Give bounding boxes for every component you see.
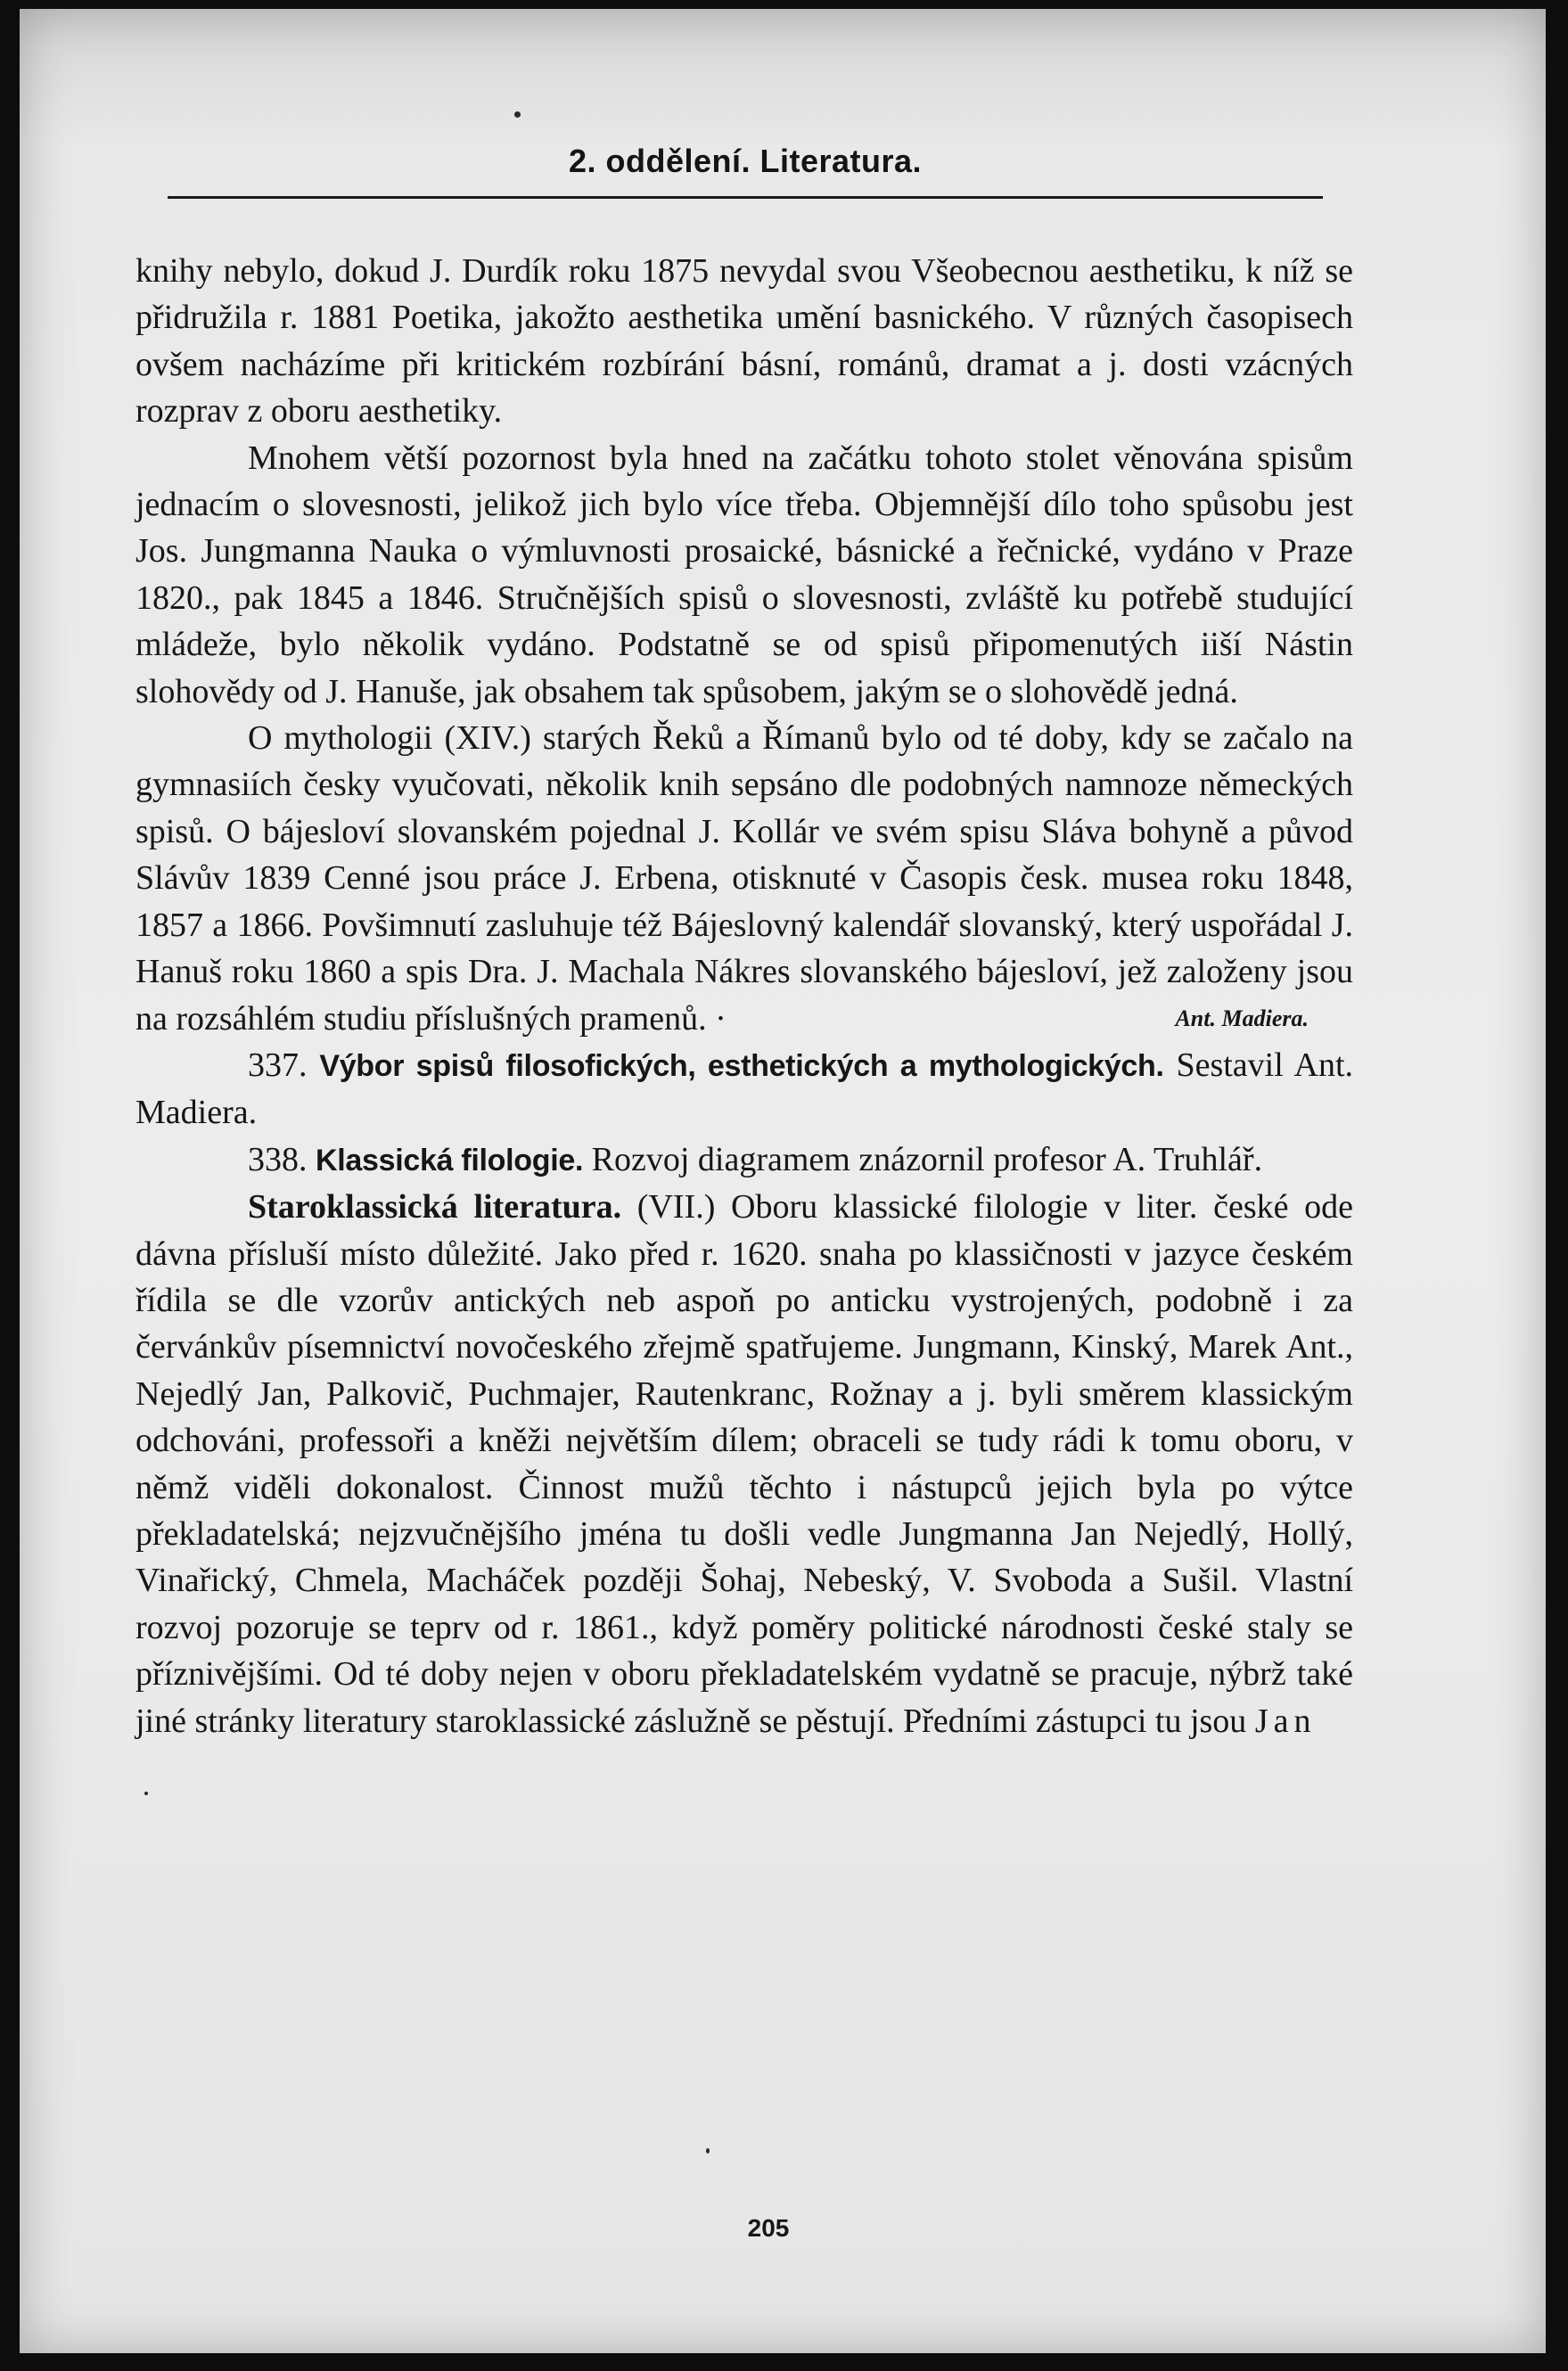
item-number-338: 338. — [248, 1140, 308, 1178]
scan-speck — [514, 111, 521, 118]
paragraph-3 — [135, 715, 1353, 1042]
scan-speck — [144, 1792, 148, 1795]
paragraph-2: Mnohem větší pozornost byla hned na začátku tohoto stolet věnována spisům jednacím o slovesnosti, jelikož jich bylo více třeba. Objemnější dílo toho spůsobu jest Jos. Jungmanna Nauka o výmluvnosti prosaické, básnické a řečnické, vydáno v Praze 1820., pak 1845 a 1846. Stručnějších spisů o slovesnosti, zvláště ku potřebě studující mládeže, bylo několik vydáno. Podstatně se od spisů připomenutých iiší Nástin slohovědy od J. Hanuše, jak obsahem tak spůsobem, jakým se o slohovědě jedná. — [135, 439, 1353, 710]
paragraph-6 — [135, 1184, 1353, 1744]
item-number-337: 337. — [248, 1046, 308, 1084]
paragraph-6-text: (VII.) Oboru klassické filologie v liter. české ode dávna přísluší místo důležité. Jako před r. 1620. snaha po klassičnosti v jazyce českém řídila se dle vzorův antických neb aspoň po anticku vystrojených, podobně i za červánkův písemnictví novočeského zřejmě spatřujeme. Jungmann, Kinský, Marek Ant., Nejedlý Jan, Palkovič, Puchmajer, Rautenkranc, Rožnay a j. byli směrem klassickým odchováni, professoři a kněži největším dílem; obraceli se tudy rádi k tomu oboru, v němž viděli dokonalost. Činnost mužů těchto i nástupců jejich byla po výtce překladatelská; nejzvučnějšího jména tu došli vedle Jungmanna Jan Nejedlý, Hollý, Vinařický, Chmela, Macháček později Šohaj, Nebeský, V. Svoboda a Sušil. Vlastní rozvoj pozoruje se teprv od r. 1861., když poměry politické národnosti české staly se příznivějšími. Od té doby nejen v oboru překladatelském vydatně se pracuje, nýbrž také jiné stránky literatury staroklassické záslužně se pěstují. Předními zástupci tu jsou — [135, 1188, 1354, 1740]
item-text-338: Rozvoj diagramem znázornil profesor A. Truhlář. — [591, 1140, 1263, 1178]
scan-speck — [706, 2148, 710, 2154]
paragraph-1: knihy nebylo, dokud J. Durdík roku 1875 nevydal svou Všeobecnou aesthetiku, k níž se přidružila r. 1881 Poetika, jakožto aesthetika umění basnického. V různých časopisech ovšem nacházíme při kritickém rozbírání básní, románů, dramat a j. dosti vzácných rozprav z oboru aesthetiky. — [135, 252, 1353, 431]
paragraph-3-text: O mythologii (XIV.) starých Řeků a Římanů bylo od té doby, kdy se začalo na gymnasiích česky vyučovati, několik knih sepsáno dle podobných namnoze německých spisů. O bájesloví slovanském pojednal J. Kollár ve svém spisu Sláva bohyně a původ Slávův 1839 Cenné jsou práce J. Erbena, otisknuté v Časopis česk. musea roku 1848, 1857 a 1866. Povšimnutí zasluhuje též Bájeslovný kalendář slovanský, který uspořádal J. Hanuš roku 1860 a spis Dra. J. Machala Nákres slovanského bájesloví, jež založeny jsou na rozsáhlém studiu příslušných pramenů. · — [135, 719, 1353, 1038]
scanned-page — [20, 9, 1546, 2353]
body-text — [135, 248, 1353, 1744]
paragraph-5 — [135, 1136, 1353, 1184]
paragraph-4 — [135, 1042, 1353, 1136]
header-rule — [168, 196, 1323, 199]
author-signature: Ant. Madiera. — [1175, 1005, 1309, 1031]
item-text-337: Sestavil Ant. Madiera. — [135, 1046, 1353, 1132]
item-title-337: Výbor spisů filosofických, esthetických a mythologických. — [319, 1048, 1164, 1083]
item-title-338: Klassická filologie. — [316, 1143, 584, 1177]
section-heading: Staroklassická literatura. — [248, 1188, 622, 1227]
running-header: 2. oddělení. Literatura. — [568, 143, 923, 179]
page-number: 205 — [747, 2214, 790, 2242]
paragraph-6-end: Jan — [1254, 1702, 1317, 1740]
